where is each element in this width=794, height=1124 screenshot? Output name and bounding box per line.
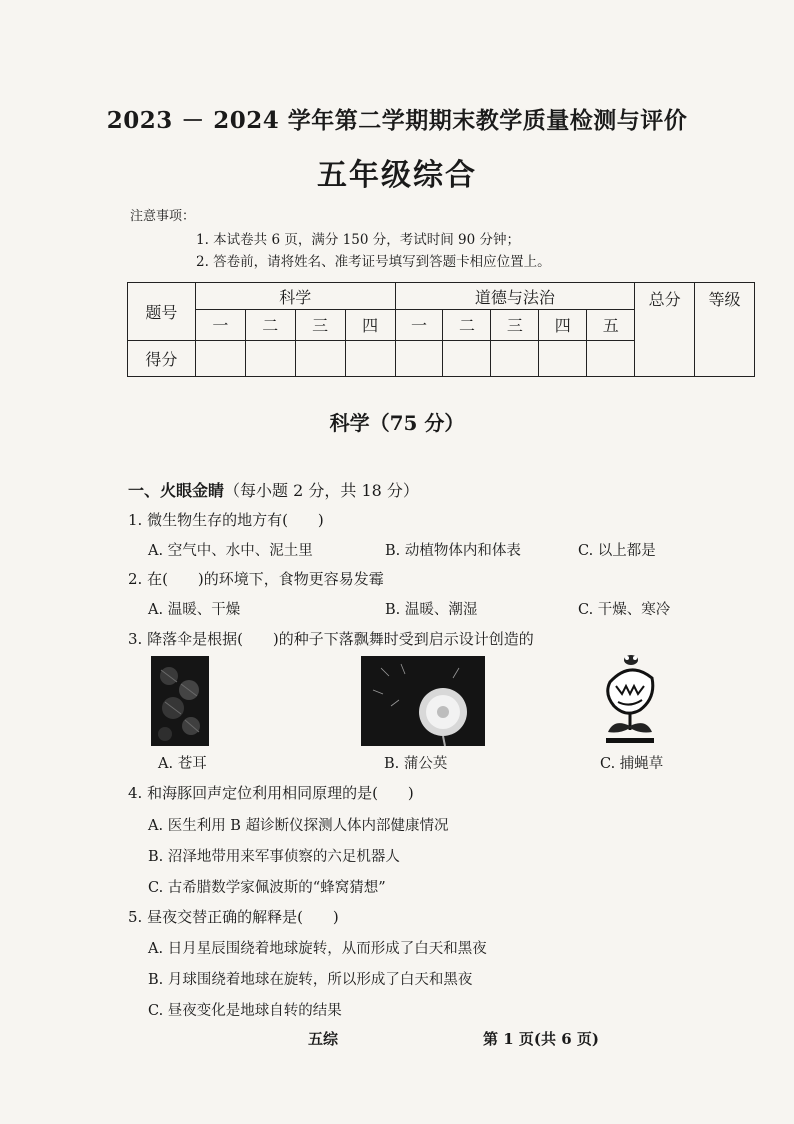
row-label-question-number: 题号 xyxy=(128,283,196,341)
option: B. 温暖、潮湿 xyxy=(385,602,478,618)
grade-cell xyxy=(695,283,755,377)
option: B. 月球围绕着地球在旋转，所以形成了白天和黑夜 xyxy=(148,972,473,988)
score-cell xyxy=(587,340,635,376)
note-item: 2. 答卷前，请将姓名、准考证号填写到答题卡相应位置上。 xyxy=(196,254,551,270)
option: C. 干燥、寒冷 xyxy=(578,602,671,618)
option: A. 空气中、水中、泥土里 xyxy=(148,543,313,559)
exam-subtitle: 五年级综合 xyxy=(317,158,477,193)
group-moral: 道德与法治 xyxy=(395,283,635,310)
option: A. 温暖、干燥 xyxy=(148,602,241,618)
part-title-note: （每小题 2 分，共 18 分） xyxy=(224,481,419,500)
score-cell xyxy=(395,340,443,376)
science-col: 二 xyxy=(245,310,295,340)
option: A. 医生利用 B 超诊断仪探测人体内部健康情况 xyxy=(148,818,449,834)
option-caption: B. 蒲公英 xyxy=(384,756,448,772)
footer-subject: 五综 xyxy=(308,1030,339,1048)
moral-col: 四 xyxy=(539,310,587,340)
section-title: 科学（75 分） xyxy=(329,411,465,435)
option: B. 沼泽地带用来军事侦察的六足机器人 xyxy=(148,849,400,865)
option: B. 动植物体内和体表 xyxy=(385,543,521,559)
option: A. 日月星辰围绕着地球旋转，从而形成了白天和黑夜 xyxy=(148,941,487,957)
score-cell xyxy=(195,340,245,376)
score-table xyxy=(127,282,755,377)
note-item: 1. 本试卷共 6 页，满分 150 分，考试时间 90 分钟； xyxy=(196,232,520,248)
question-stem: 4. 和海豚回声定位利用相同原理的是( ) xyxy=(128,784,414,802)
score-cell xyxy=(245,340,295,376)
notes-title: 注意事项： xyxy=(130,209,196,224)
exam-title: 2023 － 2024 学年第二学期期末教学质量检测与评价 xyxy=(106,107,688,134)
question-stem: 3. 降落伞是根据( )的种子下落飘舞时受到启示设计创造的 xyxy=(128,630,534,648)
score-cell xyxy=(345,340,395,376)
question-stem: 5. 昼夜交替正确的解释是( ) xyxy=(128,908,339,926)
option-caption: C. 捕蝇草 xyxy=(600,756,664,772)
moral-col: 三 xyxy=(491,310,539,340)
option: C. 古希腊数学家佩波斯的“蜂窝猜想” xyxy=(148,880,386,896)
part-title-text: 一、火眼金睛 xyxy=(128,481,225,500)
science-col: 三 xyxy=(295,310,345,340)
dandelion-image xyxy=(361,656,485,746)
score-cell xyxy=(443,340,491,376)
row-label-score: 得分 xyxy=(128,340,196,376)
footer-page-number: 第 1 页(共 6 页) xyxy=(483,1030,599,1048)
science-col: 一 xyxy=(195,310,245,340)
moral-col: 一 xyxy=(395,310,443,340)
total-score-cell xyxy=(635,283,695,377)
group-science: 科学 xyxy=(195,283,395,310)
flytrap-image xyxy=(600,652,660,746)
moral-col: 五 xyxy=(587,310,635,340)
score-cell xyxy=(295,340,345,376)
science-col: 四 xyxy=(345,310,395,340)
grade-label: 等级 xyxy=(708,290,741,309)
score-cell xyxy=(491,340,539,376)
total-label: 总分 xyxy=(648,290,681,309)
moral-col: 二 xyxy=(443,310,491,340)
score-cell xyxy=(539,340,587,376)
option-caption: A. 苍耳 xyxy=(158,756,207,772)
option: C. 昼夜变化是地球自转的结果 xyxy=(148,1003,342,1019)
option: C. 以上都是 xyxy=(578,543,656,559)
question-stem: 2. 在( )的环境下，食物更容易发霉 xyxy=(128,570,384,588)
cocklebur-image xyxy=(151,656,209,746)
question-stem: 1. 微生物生存的地方有( ) xyxy=(128,511,324,529)
part-title xyxy=(128,478,419,501)
